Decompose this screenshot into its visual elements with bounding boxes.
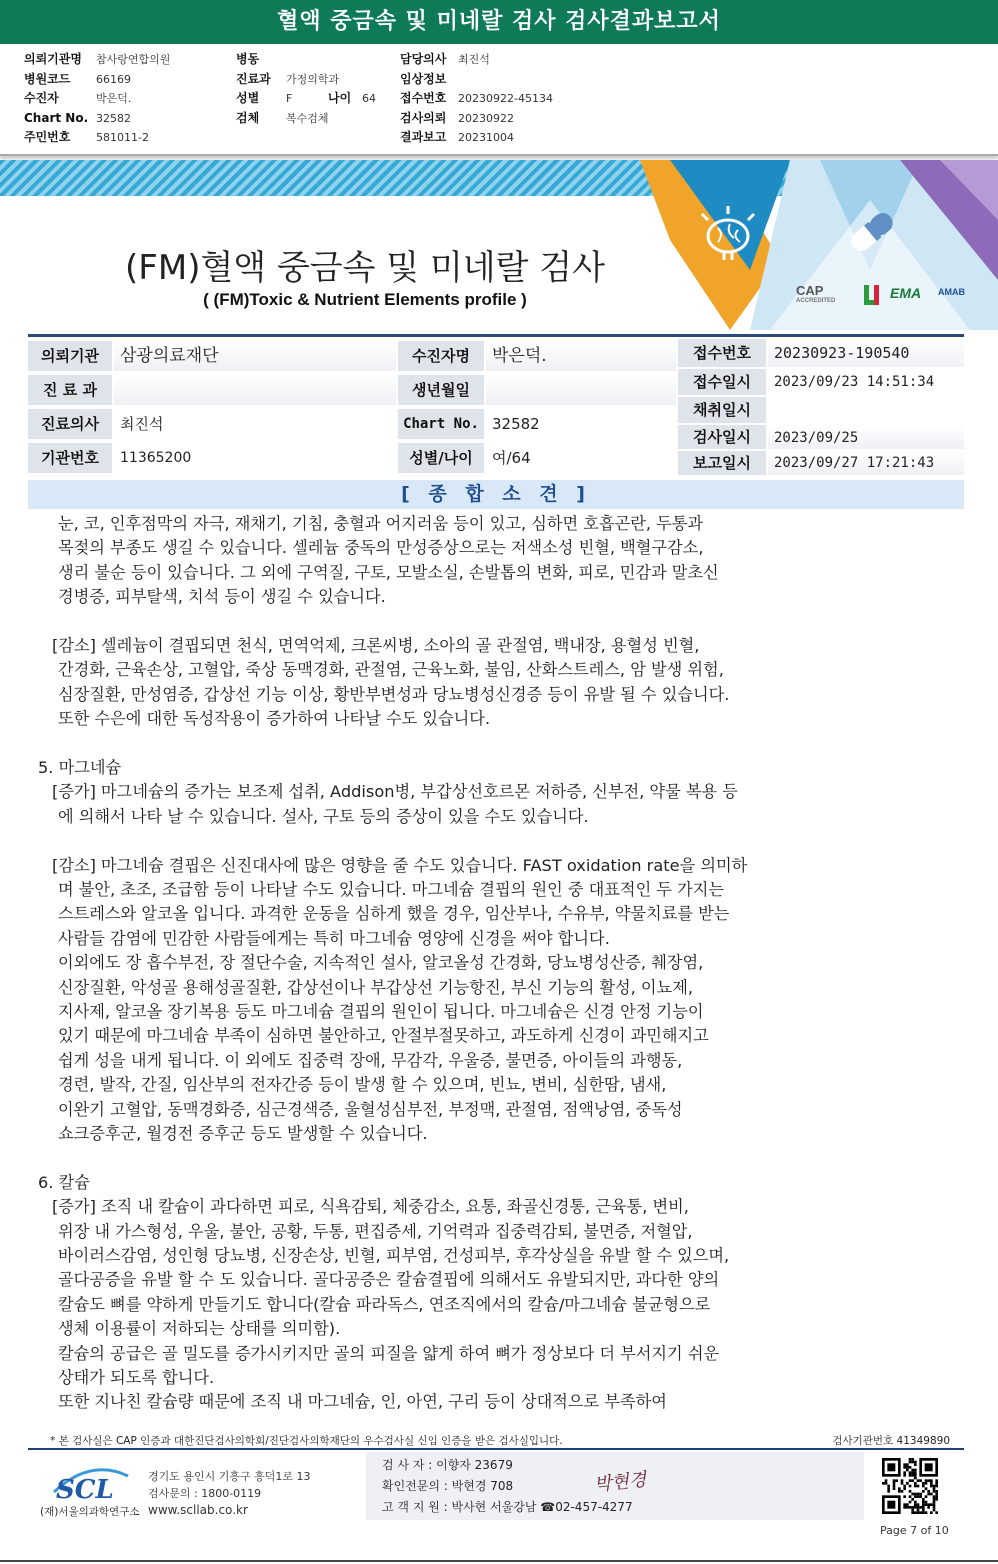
report-header xyxy=(0,44,998,156)
patient-name-label: 수진자명 xyxy=(398,341,484,371)
body-line: 생리 불순 등이 있습니다. 그 외에 구역질, 구토, 모발소실, 손발톱의 변화, 피로, 민감과 말초신 xyxy=(58,562,719,582)
header-key: 병동 xyxy=(236,52,260,66)
header-key: 나이 xyxy=(328,91,352,105)
header-key: 담당의사 xyxy=(400,52,447,66)
body-line: 눈, 코, 인후점막의 자극, 재채기, 기침, 충혈과 어지러움 등이 있고, 심하면 호흡곤란, 두통과 xyxy=(58,514,704,533)
header-key: 검사의뢰 xyxy=(400,110,447,125)
report-date-value: 2023/09/27 17:21:43 xyxy=(768,451,964,475)
chart-no-label: Chart No. xyxy=(398,409,484,439)
header-key: 성별 xyxy=(236,91,260,105)
header-value: 복수검체 xyxy=(286,111,329,125)
dept-value xyxy=(114,375,396,405)
body-line: [증가] 마그네슘의 증가는 보조제 섭취, Addison병, 부갑상선호르몬 저하증, 신부전, 약물 복용 등 xyxy=(52,782,738,802)
header-key: 주민번호 xyxy=(24,130,71,144)
body-line: 스트레스와 알코올 입니다. 과격한 운동을 심하게 했을 경우, 임산부나, 수유부, 약물치료를 받는 xyxy=(58,904,730,924)
requester-label: 의뢰기관 xyxy=(28,341,112,371)
header-field xyxy=(24,109,170,129)
footer-divider xyxy=(28,1448,964,1450)
doctor-label: 진료의사 xyxy=(28,409,112,439)
header-key: 임상정보 xyxy=(400,71,447,86)
dept-label: 진 료 과 xyxy=(28,375,112,405)
body-line: 쇼크증후군, 월경전 증후군 등도 발생할 수 있습니다. xyxy=(58,1124,428,1143)
header-value: 참사랑연합의원 xyxy=(96,53,171,66)
body-line: 목젖의 부종도 생길 수 있습니다. 셀레늄 중독의 만성증상으로는 저색소성 빈혈, 백혈구감소, xyxy=(58,538,704,558)
header-key: 의뢰기관명 xyxy=(24,52,82,66)
header-field xyxy=(400,128,553,148)
support-line: 고 객 지 원 : 박사현 서울강남 ☎02-457-4277 xyxy=(382,1500,633,1514)
body-line: [감소] 셀레늄이 결핍되면 천식, 면역억제, 크론씨병, 소아의 골 관절염, 백내장, 용혈성 빈혈, xyxy=(52,636,700,655)
ema-logo: EMA xyxy=(890,285,922,301)
header-value: 581011-2 xyxy=(96,131,149,144)
body-line: 지사제, 알코올 장기복용 등도 마그네슘 결핍의 원인이 됩니다. 마그네슘은 신경 안정 기능이 xyxy=(58,1002,704,1021)
qr-code xyxy=(882,1458,938,1514)
header-field xyxy=(400,70,553,90)
draw-date-label: 채취일시 xyxy=(678,397,766,423)
lab-website: www.scllab.co.kr xyxy=(148,1503,248,1517)
header-value: F xyxy=(286,92,293,105)
inst-no-value: 11365200 xyxy=(114,443,396,473)
body-line: 경병증, 피부탈색, 치석 등이 생길 수 있습니다. xyxy=(58,587,386,607)
header-key: 수진자 xyxy=(24,91,59,105)
body-line: 칼슘의 공급은 골 밀도를 증가시키지만 골의 피질을 얇게 하여 뼈가 정상보다 더 부서지기 쉬운 xyxy=(58,1343,720,1363)
accreditation-note xyxy=(50,1434,950,1448)
header-field xyxy=(24,50,170,70)
header-key: 진료과 xyxy=(236,71,271,86)
body-line: 이외에도 장 흡수부전, 장 절단수술, 지속적인 설사, 알코올성 간경화, 당뇨병성산증, 췌장염, xyxy=(58,953,704,973)
requester-value: 삼광의료재단 xyxy=(114,341,396,371)
body-line: 상태가 되도록 합니다. xyxy=(58,1368,215,1387)
header-key: 접수번호 xyxy=(400,91,447,105)
sex-age-value: 여/64 xyxy=(486,443,676,473)
body-line: 사람들 감염에 민감한 사람들에게는 특히 마그네슘 영양에 신경을 써야 합니다. xyxy=(58,928,610,948)
bottom-border xyxy=(0,1560,998,1562)
header-field xyxy=(236,50,376,70)
body-line: 또한 수은에 대한 독성작용이 증가하여 나타날 수도 있습니다. xyxy=(58,709,491,729)
lab-number: 검사기관번호 41349890 xyxy=(832,1435,950,1447)
specialist-line: 확인전문의 : 박현경 708 xyxy=(382,1479,514,1493)
body-line: 경련, 발작, 간질, 임산부의 전자간증 등이 발생 할 수 있으며, 빈뇨, 변비, 심한땀, 냄새, xyxy=(58,1075,667,1095)
draw-date-value xyxy=(768,397,964,423)
body-line: 바이러스감염, 성인형 당뇨병, 신장손상, 빈혈, 피부염, 건성피부, 후각상실을 유발 할 수 있으며, xyxy=(58,1246,730,1265)
cap-logo-text: CAP xyxy=(796,283,824,298)
page-number: Page 7 of 10 xyxy=(880,1524,949,1537)
body-line: 이완기 고혈압, 동맥경화증, 심근경색증, 울혈성심부전, 부정맥, 관절염, 점액낭염, 중독성 xyxy=(58,1099,683,1119)
header-col-3 xyxy=(400,50,553,148)
header-field xyxy=(24,70,170,90)
cap-logo xyxy=(796,283,835,304)
body-line: 며 불안, 초조, 조급함 등이 나타날 수도 있습니다. 마그네슘 결핍의 원인 중 대표적인 두 가지는 xyxy=(58,880,725,899)
body-line: 골다공증을 유발 할 수 도 있습니다. 골다공증은 칼슘결핍에 의해서도 유발되지만, 과다한 양의 xyxy=(58,1270,720,1290)
body-line: 에 의해서 나타 날 수 있습니다. 설사, 구토 등의 증상이 있을 수도 있습니다. xyxy=(58,806,589,826)
receipt-no-value: 20230923-190540 xyxy=(768,339,964,367)
report-title-bar: 혈액 중금속 및 미네랄 검사 검사결과보고서 xyxy=(0,0,998,44)
chart-no-value: 32582 xyxy=(486,409,676,439)
header-col-2 xyxy=(236,50,376,128)
body-line: 쉽게 성을 내게 됩니다. 이 외에도 집중력 장애, 무감각, 우울증, 불면증, 아이들의 과행동, xyxy=(58,1050,683,1070)
summary-heading: [ 종 합 소 견 ] xyxy=(28,480,964,509)
accreditation-note-text: * 본 검사실은 CAP 인증과 대한진단검사의학회/진단검사의학재단의 우수검사실 신임 인증을 받은 검사실입니다. xyxy=(50,1435,563,1447)
sex-age-label: 성별/나이 xyxy=(398,443,484,473)
header-field xyxy=(236,89,376,109)
scl-logo xyxy=(50,1462,130,1502)
body-line: 간경화, 근육손상, 고혈압, 죽상 동맥경화, 관절염, 근육노화, 불임, 산화스트레스, 암 발생 위험, xyxy=(58,660,724,680)
page-subtitle: ( (FM)Toxic & Nutrient Elements profile ) xyxy=(203,290,527,309)
receipt-date-label: 접수일시 xyxy=(678,369,766,395)
phone-line: 검사문의 : 1800-0119 xyxy=(148,1487,262,1500)
page-title: (FM)혈액 중금속 및 미네랄 검사 xyxy=(125,248,605,288)
body-line: 또한 지나친 칼슘량 때문에 조직 내 마그네슘, 인, 아연, 구리 등이 상대적으로 부족하여 xyxy=(58,1392,667,1412)
inst-no-label: 기관번호 xyxy=(28,443,112,473)
header-value: 20231004 xyxy=(458,131,514,144)
cap-logo-subtext: ACCREDITED xyxy=(796,298,836,304)
body-line: [증가] 조직 내 칼슘이 과다하면 피로, 식욕감퇴, 체중감소, 요통, 좌골신경통, 근육통, 변비, xyxy=(52,1197,689,1217)
doctor-value: 최진석 xyxy=(114,409,396,439)
body-line: 생체 이용률이 저하되는 상태를 의미함). xyxy=(58,1319,341,1339)
header-field xyxy=(400,89,553,109)
header-value: 20230922 xyxy=(458,111,514,125)
body-line: 심장질환, 만성염증, 갑상선 기능 이상, 황반부변성과 당뇨병성신경증 등이 유발 될 수 있습니다. xyxy=(58,684,730,704)
body-line: 위장 내 가스형성, 우울, 불안, 공황, 두통, 편집증세, 기억력과 집중력감퇴, 불면증, 저혈압, xyxy=(58,1221,693,1241)
receipt-date-value: 2023/09/23 14:51:34 xyxy=(768,369,964,395)
lab-address xyxy=(148,1468,311,1502)
header-key: 검체 xyxy=(236,110,260,125)
header-field xyxy=(400,109,553,129)
birth-label: 생년월일 xyxy=(398,375,484,405)
header-value: 64 xyxy=(362,92,376,105)
body-line: 칼슘도 뼈를 약하게 만들기도 합니다(칼슘 파라독스, 연조직에서의 칼슘/마그네슘 불균형으로 xyxy=(58,1294,711,1314)
header-value: 최진석 xyxy=(458,53,490,66)
header-field xyxy=(236,70,376,90)
header-value: 박은덕. xyxy=(96,92,132,105)
section-heading: 6. 칼슘 xyxy=(38,1172,90,1192)
doctor-signature: 박현경 xyxy=(593,1469,648,1496)
header-value: 66169 xyxy=(96,72,131,86)
patient-info-table xyxy=(28,334,964,472)
report-date-label: 보고일시 xyxy=(678,451,766,475)
body-line: 신장질환, 악성골 용해성골질환, 갑상선이나 부갑상선 기능항진, 부신 기능의 활성, 이뇨제, xyxy=(58,977,693,997)
test-date-label: 검사일시 xyxy=(678,425,766,449)
header-value: 32582 xyxy=(96,111,131,125)
amab-logo: AMAB xyxy=(938,287,965,297)
header-value: 가정의학과 xyxy=(286,72,340,86)
lm-logo xyxy=(862,283,884,307)
test-date-value: 2023/09/25 xyxy=(768,425,964,449)
header-col-1 xyxy=(24,50,170,148)
patient-name-value: 박은덕. xyxy=(486,341,676,371)
section-heading: 5. 마그네슘 xyxy=(38,758,122,777)
header-key: Chart No. xyxy=(24,110,89,125)
birth-value xyxy=(486,375,676,405)
header-key: 결과보고 xyxy=(400,130,447,144)
header-value: 20230922-45134 xyxy=(458,92,553,105)
header-field xyxy=(400,50,553,70)
inspector-line: 검 사 자 : 이향자 23679 xyxy=(382,1458,513,1472)
body-line: [감소] 마그네슘 결핍은 신진대사에 많은 영향을 줄 수도 있습니다. FAST oxidation rate을 의미하 xyxy=(52,855,748,875)
receipt-no-label: 접수번호 xyxy=(678,339,766,367)
header-field xyxy=(24,128,170,148)
header-key: 병원코드 xyxy=(24,71,71,86)
header-field xyxy=(236,109,376,129)
address-line: 경기도 용인시 기흥구 흥덕1로 13 xyxy=(148,1470,311,1483)
body-line: 있기 때문에 마그네슘 부족이 심하면 불안하고, 안절부절못하고, 과도하게 신경이 과민해지고 xyxy=(58,1026,709,1046)
lab-name: (재)서울의과학연구소 xyxy=(40,1506,140,1518)
scl-logo-text: SCL xyxy=(56,1475,114,1502)
header-field xyxy=(24,89,170,109)
